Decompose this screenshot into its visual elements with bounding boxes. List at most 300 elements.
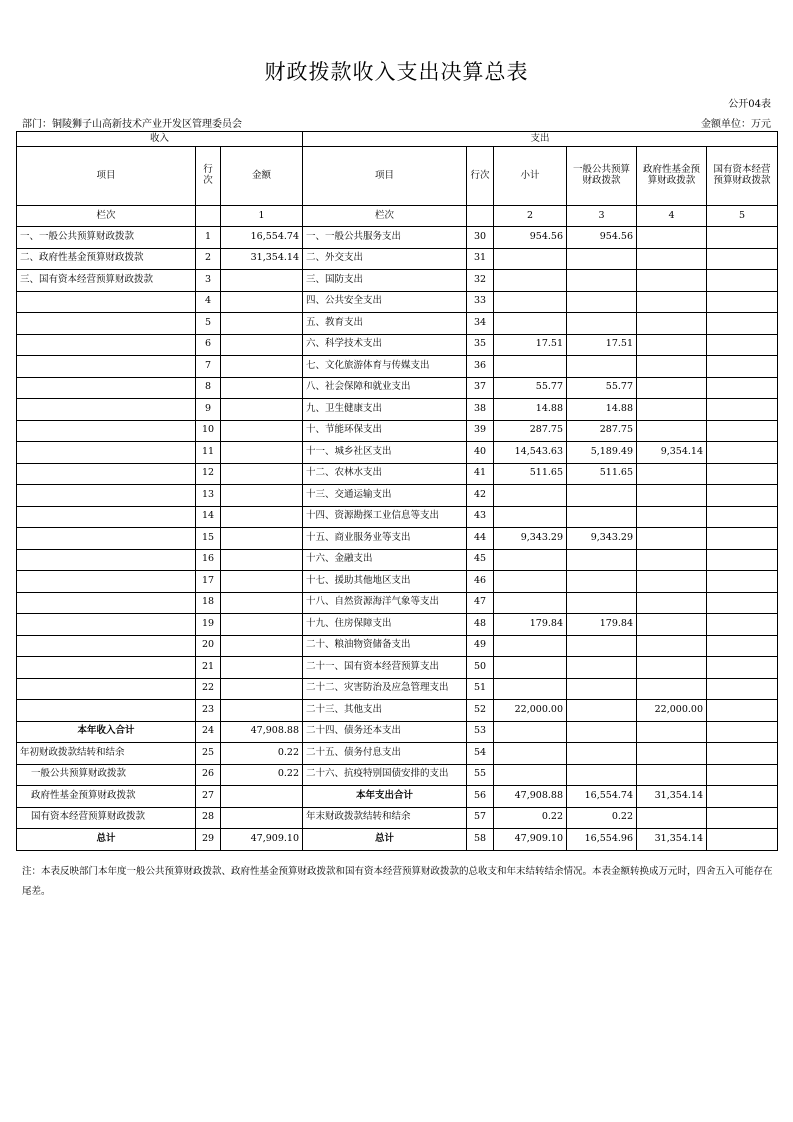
expense-item-cell: 二十五、债务付息支出 — [303, 743, 467, 765]
expense-item-cell: 二十四、债务还本支出 — [303, 721, 467, 743]
state-capital-cell — [707, 528, 778, 550]
state-capital-cell — [707, 807, 778, 829]
expense-item-cell: 十、节能环保支出 — [303, 420, 467, 442]
expense-item-cell: 五、教育支出 — [303, 313, 467, 335]
column-number-5: 5 — [707, 206, 778, 227]
income-line-cell: 19 — [196, 614, 221, 636]
expense-line-cell: 55 — [467, 764, 494, 786]
fund-budget-cell — [637, 549, 707, 571]
state-capital-cell — [707, 420, 778, 442]
fund-budget-cell — [637, 571, 707, 593]
income-amount-cell — [221, 700, 303, 722]
subtotal-cell: 9,343.29 — [494, 528, 567, 550]
expense-item-cell: 二十、粮油物资储备支出 — [303, 635, 467, 657]
general-budget-cell — [567, 721, 637, 743]
expense-item-cell: 八、社会保障和就业支出 — [303, 377, 467, 399]
expense-item-cell: 二十一、国有资本经营预算支出 — [303, 657, 467, 679]
income-item-cell: 总计 — [17, 829, 196, 851]
income-line-cell: 21 — [196, 657, 221, 679]
table-row — [17, 506, 778, 528]
income-item-cell: 年初财政拨款结转和结余 — [17, 743, 196, 765]
income-amount-cell: 31,354.14 — [221, 248, 303, 270]
table-row — [17, 571, 778, 593]
expense-line-cell: 39 — [467, 420, 494, 442]
expense-line-cell: 32 — [467, 270, 494, 292]
income-item-header: 项目 — [17, 147, 196, 206]
expense-item-cell: 十六、金融支出 — [303, 549, 467, 571]
fund-budget-cell: 22,000.00 — [637, 700, 707, 722]
income-line-cell: 5 — [196, 313, 221, 335]
income-item-cell: 二、政府性基金预算财政拨款 — [17, 248, 196, 270]
subtotal-cell — [494, 313, 567, 335]
subtotal-header: 小计 — [494, 147, 567, 206]
column-number-1: 1 — [221, 206, 303, 227]
table-row — [17, 248, 778, 270]
column-header-row — [17, 147, 778, 206]
fund-budget-cell — [637, 485, 707, 507]
table-row — [17, 270, 778, 292]
fund-budget-cell — [637, 377, 707, 399]
expense-item-cell: 十五、商业服务业等支出 — [303, 528, 467, 550]
income-item-cell — [17, 700, 196, 722]
expense-line-cell: 53 — [467, 721, 494, 743]
state-capital-cell — [707, 549, 778, 571]
table-row — [17, 678, 778, 700]
subtotal-cell: 14.88 — [494, 399, 567, 421]
expense-item-cell: 年末财政拨款结转和结余 — [303, 807, 467, 829]
income-line-cell: 26 — [196, 764, 221, 786]
income-line-cell: 27 — [196, 786, 221, 808]
income-amount-cell: 0.22 — [221, 764, 303, 786]
income-item-cell — [17, 399, 196, 421]
fund-budget-cell — [637, 399, 707, 421]
fund-budget-cell — [637, 592, 707, 614]
table-row — [17, 829, 778, 851]
income-item-cell — [17, 420, 196, 442]
expense-line-header: 行次 — [467, 147, 494, 206]
income-line-cell: 20 — [196, 635, 221, 657]
general-budget-cell: 16,554.96 — [567, 829, 637, 851]
income-amount-cell — [221, 614, 303, 636]
expense-line-cell: 49 — [467, 635, 494, 657]
subtotal-cell: 17.51 — [494, 334, 567, 356]
income-amount-cell: 47,908.88 — [221, 721, 303, 743]
income-line-cell: 9 — [196, 399, 221, 421]
unit-label: 金额单位：万元 — [701, 119, 771, 130]
income-amount-cell — [221, 334, 303, 356]
fund-budget-cell — [637, 270, 707, 292]
subtotal-cell: 47,908.88 — [494, 786, 567, 808]
expense-line-cell: 30 — [467, 227, 494, 249]
income-item-cell — [17, 571, 196, 593]
table-row — [17, 442, 778, 464]
general-budget-cell — [567, 678, 637, 700]
state-capital-cell — [707, 248, 778, 270]
general-budget-cell — [567, 313, 637, 335]
budget-table — [16, 131, 778, 851]
column-number-4: 4 — [637, 206, 707, 227]
expense-line-cell: 45 — [467, 549, 494, 571]
income-item-cell — [17, 356, 196, 378]
income-amount-cell — [221, 528, 303, 550]
income-amount-cell — [221, 291, 303, 313]
subtotal-cell — [494, 291, 567, 313]
expense-lanci-label: 栏次 — [303, 206, 467, 227]
general-budget-cell: 511.65 — [567, 463, 637, 485]
table-row — [17, 377, 778, 399]
income-item-cell — [17, 442, 196, 464]
general-budget-cell — [567, 485, 637, 507]
table-row — [17, 700, 778, 722]
expense-item-cell: 二十六、抗疫特别国债安排的支出 — [303, 764, 467, 786]
income-amount-cell — [221, 506, 303, 528]
fund-budget-cell — [637, 291, 707, 313]
general-budget-cell — [567, 743, 637, 765]
subtotal-cell: 179.84 — [494, 614, 567, 636]
general-budget-cell — [567, 571, 637, 593]
column-number-2: 2 — [494, 206, 567, 227]
income-item-cell — [17, 377, 196, 399]
state-capital-cell — [707, 571, 778, 593]
income-line-cell: 3 — [196, 270, 221, 292]
table-row — [17, 485, 778, 507]
general-budget-cell — [567, 291, 637, 313]
income-amount-cell — [221, 313, 303, 335]
expense-line-cell: 40 — [467, 442, 494, 464]
table-row — [17, 635, 778, 657]
general-budget-cell: 16,554.74 — [567, 786, 637, 808]
income-amount-cell — [221, 549, 303, 571]
income-lanci-label: 栏次 — [17, 206, 196, 227]
fund-budget-cell — [637, 743, 707, 765]
income-amount-cell — [221, 635, 303, 657]
expense-line-cell: 46 — [467, 571, 494, 593]
fund-budget-cell: 31,354.14 — [637, 786, 707, 808]
fund-budget-cell — [637, 657, 707, 679]
income-line-cell: 2 — [196, 248, 221, 270]
subtotal-cell — [494, 485, 567, 507]
income-line-cell: 1 — [196, 227, 221, 249]
expense-item-cell: 十八、自然资源海洋气象等支出 — [303, 592, 467, 614]
fund-budget-cell: 31,354.14 — [637, 829, 707, 851]
income-item-cell — [17, 334, 196, 356]
subtotal-cell — [494, 635, 567, 657]
subtotal-cell: 22,000.00 — [494, 700, 567, 722]
income-line-cell: 14 — [196, 506, 221, 528]
subtotal-cell: 287.75 — [494, 420, 567, 442]
state-capital-cell — [707, 334, 778, 356]
income-item-cell — [17, 463, 196, 485]
table-row — [17, 334, 778, 356]
state-capital-cell — [707, 678, 778, 700]
state-capital-cell — [707, 786, 778, 808]
subtotal-cell — [494, 592, 567, 614]
state-capital-cell — [707, 635, 778, 657]
income-amount-cell — [221, 678, 303, 700]
income-amount-cell — [221, 571, 303, 593]
general-budget-cell — [567, 635, 637, 657]
expense-item-cell: 十七、援助其他地区支出 — [303, 571, 467, 593]
income-lanci-blank — [196, 206, 221, 227]
income-amount-cell: 16,554.74 — [221, 227, 303, 249]
subtotal-cell: 47,909.10 — [494, 829, 567, 851]
income-item-cell — [17, 528, 196, 550]
fund-budget-cell — [637, 678, 707, 700]
expense-line-cell: 33 — [467, 291, 494, 313]
subtotal-cell — [494, 571, 567, 593]
income-line-cell: 16 — [196, 549, 221, 571]
general-budget-cell — [567, 592, 637, 614]
fund-budget-cell — [637, 248, 707, 270]
general-budget-cell: 17.51 — [567, 334, 637, 356]
expense-item-cell: 三、国防支出 — [303, 270, 467, 292]
general-budget-cell — [567, 764, 637, 786]
table-row — [17, 807, 778, 829]
income-line-cell: 18 — [196, 592, 221, 614]
state-capital-cell — [707, 829, 778, 851]
fund-budget-cell — [637, 334, 707, 356]
income-line-cell: 25 — [196, 743, 221, 765]
income-line-cell: 29 — [196, 829, 221, 851]
state-capital-cell — [707, 377, 778, 399]
income-item-cell — [17, 506, 196, 528]
expense-line-cell: 43 — [467, 506, 494, 528]
subtotal-cell: 954.56 — [494, 227, 567, 249]
table-row — [17, 528, 778, 550]
income-item-cell — [17, 592, 196, 614]
footnote: 注：本表反映部门本年度一般公共预算财政拨款、政府性基金预算财政拨款和国有资本经营预算财政拨款的总收支和年末结转结余情况。本表金额转换成万元时，四舍五入可能存在尾差。 — [22, 866, 773, 897]
general-budget-cell — [567, 270, 637, 292]
fund-budget-cell — [637, 528, 707, 550]
subtotal-cell — [494, 721, 567, 743]
expense-item-cell: 十四、资源勘探工业信息等支出 — [303, 506, 467, 528]
fund-budget-cell — [637, 807, 707, 829]
expense-line-cell: 50 — [467, 657, 494, 679]
income-line-cell: 8 — [196, 377, 221, 399]
expense-item-header: 项目 — [303, 147, 467, 206]
subtotal-cell — [494, 506, 567, 528]
table-code: 公开04表 — [728, 99, 771, 110]
fund-budget-cell — [637, 614, 707, 636]
income-amount-cell — [221, 399, 303, 421]
state-capital-cell — [707, 614, 778, 636]
fund-budget-cell — [637, 764, 707, 786]
income-line-cell: 13 — [196, 485, 221, 507]
table-row — [17, 227, 778, 249]
table-row — [17, 399, 778, 421]
state-capital-cell — [707, 657, 778, 679]
income-amount-cell: 0.22 — [221, 743, 303, 765]
income-line-cell: 23 — [196, 700, 221, 722]
fund-budget-cell — [637, 420, 707, 442]
state-capital-cell — [707, 721, 778, 743]
state-capital-cell — [707, 463, 778, 485]
state-capital-cell — [707, 356, 778, 378]
expense-item-cell: 十三、交通运输支出 — [303, 485, 467, 507]
expense-lanci-blank — [467, 206, 494, 227]
state-capital-cell — [707, 700, 778, 722]
state-capital-cell — [707, 764, 778, 786]
income-amount-cell — [221, 786, 303, 808]
income-item-cell: 政府性基金预算财政拨款 — [17, 786, 196, 808]
fund-budget-cell — [637, 506, 707, 528]
expense-line-cell: 51 — [467, 678, 494, 700]
expense-item-cell: 七、文化旅游体育与传媒支出 — [303, 356, 467, 378]
state-capital-cell — [707, 291, 778, 313]
expense-line-cell: 54 — [467, 743, 494, 765]
income-amount-cell — [221, 485, 303, 507]
income-item-cell — [17, 614, 196, 636]
income-line-cell: 7 — [196, 356, 221, 378]
income-line-cell: 22 — [196, 678, 221, 700]
expense-line-cell: 47 — [467, 592, 494, 614]
column-number-row — [17, 206, 778, 227]
subtotal-cell — [494, 356, 567, 378]
income-item-cell — [17, 313, 196, 335]
income-line-cell: 12 — [196, 463, 221, 485]
department-label: 部门：铜陵狮子山高新技术产业开发区管理委员会 — [22, 119, 242, 130]
expense-item-cell: 二十二、灾害防治及应急管理支出 — [303, 678, 467, 700]
income-amount-cell — [221, 377, 303, 399]
expense-line-cell: 37 — [467, 377, 494, 399]
expense-line-cell: 56 — [467, 786, 494, 808]
general-budget-cell: 287.75 — [567, 420, 637, 442]
table-row — [17, 721, 778, 743]
general-budget-cell: 0.22 — [567, 807, 637, 829]
fund-budget-cell — [637, 635, 707, 657]
income-section-header: 收入 — [17, 132, 303, 147]
income-amount-cell — [221, 463, 303, 485]
income-item-cell — [17, 485, 196, 507]
fund-budget-cell: 9,354.14 — [637, 442, 707, 464]
expense-item-cell: 十一、城乡社区支出 — [303, 442, 467, 464]
table-row — [17, 786, 778, 808]
fund-budget-cell — [637, 313, 707, 335]
expense-line-cell: 48 — [467, 614, 494, 636]
subtotal-cell: 55.77 — [494, 377, 567, 399]
general-budget-header: 一般公共预算财政拨款 — [567, 147, 637, 206]
subtotal-cell — [494, 657, 567, 679]
income-amount-header: 金额 — [221, 147, 303, 206]
expense-item-cell: 九、卫生健康支出 — [303, 399, 467, 421]
state-capital-cell — [707, 442, 778, 464]
state-capital-cell — [707, 227, 778, 249]
subtotal-cell — [494, 549, 567, 571]
general-budget-cell — [567, 657, 637, 679]
income-item-cell — [17, 291, 196, 313]
table-row — [17, 291, 778, 313]
income-item-cell: 一、一般公共预算财政拨款 — [17, 227, 196, 249]
table-row — [17, 549, 778, 571]
income-line-cell: 11 — [196, 442, 221, 464]
table-row — [17, 313, 778, 335]
column-number-3: 3 — [567, 206, 637, 227]
income-amount-cell — [221, 420, 303, 442]
subtotal-cell: 14,543.63 — [494, 442, 567, 464]
income-line-cell: 6 — [196, 334, 221, 356]
state-capital-cell — [707, 506, 778, 528]
general-budget-cell: 5,189.49 — [567, 442, 637, 464]
general-budget-cell — [567, 356, 637, 378]
general-budget-cell: 14.88 — [567, 399, 637, 421]
income-item-cell: 本年收入合计 — [17, 721, 196, 743]
state-capital-cell — [707, 399, 778, 421]
expense-line-cell: 57 — [467, 807, 494, 829]
income-line-cell: 4 — [196, 291, 221, 313]
general-budget-cell — [567, 549, 637, 571]
income-amount-cell — [221, 592, 303, 614]
income-amount-cell — [221, 442, 303, 464]
expense-line-cell: 35 — [467, 334, 494, 356]
table-row — [17, 614, 778, 636]
income-line-cell: 24 — [196, 721, 221, 743]
fund-budget-cell — [637, 227, 707, 249]
income-line-cell: 28 — [196, 807, 221, 829]
income-item-cell — [17, 678, 196, 700]
income-amount-cell — [221, 270, 303, 292]
income-amount-cell — [221, 657, 303, 679]
subtotal-cell — [494, 743, 567, 765]
expense-line-cell: 42 — [467, 485, 494, 507]
table-row — [17, 420, 778, 442]
state-capital-header: 国有资本经营预算财政拨款 — [707, 147, 778, 206]
expense-item-cell: 十九、住房保障支出 — [303, 614, 467, 636]
subtotal-cell — [494, 764, 567, 786]
state-capital-cell — [707, 743, 778, 765]
expense-line-cell: 58 — [467, 829, 494, 851]
fund-budget-cell — [637, 721, 707, 743]
expense-line-cell: 44 — [467, 528, 494, 550]
expense-item-cell: 总计 — [303, 829, 467, 851]
table-row — [17, 764, 778, 786]
section-header-row — [17, 132, 778, 147]
table-row — [17, 743, 778, 765]
general-budget-cell — [567, 700, 637, 722]
general-budget-cell — [567, 506, 637, 528]
expense-line-cell: 52 — [467, 700, 494, 722]
income-item-cell — [17, 549, 196, 571]
expense-item-cell: 本年支出合计 — [303, 786, 467, 808]
expense-item-cell: 二十三、其他支出 — [303, 700, 467, 722]
fund-budget-cell — [637, 463, 707, 485]
income-line-header: 行次 — [196, 147, 221, 206]
expense-item-cell: 四、公共安全支出 — [303, 291, 467, 313]
expense-item-cell: 六、科学技术支出 — [303, 334, 467, 356]
fund-budget-header: 政府性基金预算财政拨款 — [637, 147, 707, 206]
expense-item-cell: 一、一般公共服务支出 — [303, 227, 467, 249]
state-capital-cell — [707, 592, 778, 614]
general-budget-cell: 55.77 — [567, 377, 637, 399]
income-item-cell — [17, 657, 196, 679]
income-amount-cell — [221, 356, 303, 378]
general-budget-cell: 9,343.29 — [567, 528, 637, 550]
income-amount-cell — [221, 807, 303, 829]
income-line-cell: 17 — [196, 571, 221, 593]
page-title: 财政拨款收入支出决算总表 — [264, 60, 529, 84]
table-row — [17, 657, 778, 679]
expense-line-cell: 38 — [467, 399, 494, 421]
expense-item-cell: 十二、农林水支出 — [303, 463, 467, 485]
general-budget-cell: 954.56 — [567, 227, 637, 249]
expense-item-cell: 二、外交支出 — [303, 248, 467, 270]
income-item-cell: 国有资本经营预算财政拨款 — [17, 807, 196, 829]
expense-line-cell: 34 — [467, 313, 494, 335]
table-row — [17, 592, 778, 614]
expense-line-cell: 41 — [467, 463, 494, 485]
subtotal-cell: 0.22 — [494, 807, 567, 829]
table-row — [17, 356, 778, 378]
expense-line-cell: 36 — [467, 356, 494, 378]
